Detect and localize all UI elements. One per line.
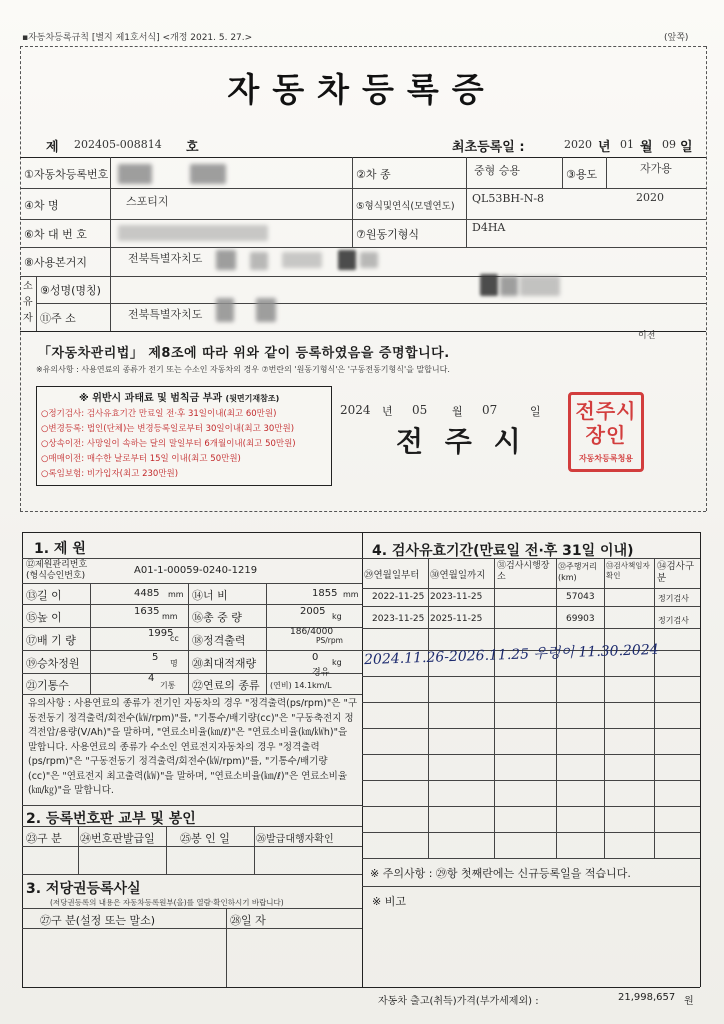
spec-label-power: ⑱정격출력: [192, 634, 246, 647]
first-reg-day-unit: 일: [680, 140, 693, 155]
penalty-item: ○상속이전: 사망일이 속하는 달의 말일부터 6개월이내(최고 50만원): [41, 439, 296, 449]
field-label-vin: ⑥차 대 번 호: [24, 228, 87, 241]
unit: kg: [332, 612, 342, 621]
owner-vertical-label: 소유자: [23, 281, 33, 324]
field-label-reg-number: ①자동차등록번호: [24, 168, 109, 181]
top-divider: [20, 46, 706, 47]
lien-col-date: ㉘일 자: [230, 914, 266, 927]
handwritten-inspection-entry: 2024.11.26-2026.11.25 우렁이 11.30.2024: [363, 641, 659, 669]
vehicle-name-value: 스포티지: [126, 195, 169, 208]
insp-col-to: ㉚연월일까지: [430, 570, 486, 581]
reg-no-value: 202405-008814: [74, 138, 162, 151]
owner-address-extra: 이전: [638, 331, 656, 341]
unit: mm: [168, 590, 184, 599]
first-reg-month: 01: [620, 138, 634, 151]
unit: cc: [170, 634, 179, 643]
document-title: 자동차등록증: [227, 70, 497, 109]
spec-seats-value: 5: [152, 652, 159, 663]
unit: mm: [343, 590, 359, 599]
insp-col-from: ㉙연월일부터: [364, 570, 420, 581]
issue-day: 07: [482, 403, 498, 417]
model-year-value: 2020: [636, 191, 664, 204]
penalty-title-row: [79, 389, 279, 404]
spec-label-cylinders: ㉑기통수: [26, 679, 69, 692]
first-reg-year-unit: 년: [598, 140, 611, 155]
first-reg-day: 09: [662, 138, 676, 151]
penalty-box: [36, 386, 332, 486]
insp-row2-mileage: 69903: [566, 614, 595, 624]
spec-label-max-load: ⑳최대적재량: [192, 657, 257, 670]
spec-label-displacement: ⑰배 기 량: [26, 634, 76, 647]
penalty-title-sub: (뒷면기재참조): [225, 394, 280, 403]
spec-power-value: 186/4000: [290, 627, 334, 637]
spec-label-seats: ⑲승차정원: [26, 657, 80, 670]
spec-label-mgmt-no: ⑫제원관리번호 (형식승인번호): [26, 560, 88, 581]
spec-cylinders-value: 4: [148, 673, 155, 684]
plate-col-agent: ㉖발급대행자확인: [256, 834, 334, 845]
first-reg-month-unit: 월: [640, 140, 653, 155]
spec-length-value: 4485: [134, 588, 160, 599]
model-value: QL53BH-N-8: [472, 192, 545, 205]
spec-section-title: 1. 제 원: [34, 541, 86, 557]
first-reg-year: 2020: [564, 138, 592, 151]
spec-label-weight: ⑯총 중 량: [192, 611, 242, 624]
plate-col-category: ㉓구 분: [26, 832, 62, 845]
first-reg-label: 최초등록일 :: [452, 140, 525, 155]
inspection-section-title: 4. 검사유효기간(만료일 전·후 31일 이내): [372, 543, 634, 559]
certification-text: 「자동차관리법」 제8조에 따라 위와 같이 등록하였음을 증명합니다.: [38, 346, 450, 361]
insp-col-type: ㉞검사구분: [657, 561, 695, 584]
official-seal: [568, 392, 644, 472]
unit: 기통: [160, 681, 176, 690]
field-label-model: ⑤형식및연식(모델연도): [356, 201, 455, 212]
engine-value: D4HA: [472, 221, 506, 234]
lien-subtitle: (저당권등록의 내용은 자동차등록원부(을)를 열람·확인하시기 바랍니다): [50, 898, 284, 907]
field-label-usage: ③용도: [566, 168, 598, 181]
insp-row2-from: 2023-11-25: [372, 614, 425, 624]
page-side-label: (앞쪽): [664, 33, 689, 43]
issue-month-unit: 월: [452, 405, 463, 418]
spec-notes: 유의사항 : 사용연료의 종류가 전기인 자동차의 경우 "정격출력(ps/rpm)"은 "구동전동기 정격출력/회전수(㎾/rpm)"를, "기통수/배기량(cc)"은 "구동축전지 정격전압/용량(V/Ah)"을 말하며, "연료소비율(㎞/ℓ)"은 "연료소비율(㎞/㎾h)"을 말합니다. 사용연료의 종류가 수소인 연료전지자동차의 경우 "정격출력(ps/rpm)"은 "구동전동기 정격출력/회전수(㎾/rpm)"를, "기통수/배기량(cc)"은 "연료전지 최고출력(㎾)"을 말하며, "연료소비율(㎞/ℓ)"은 연료소비율(㎞/㎏)"을 말합니다.: [28, 698, 358, 796]
penalty-item: ○록임보험: 비가입자(최고 230만원): [41, 469, 179, 479]
spec-weight-value: 2005: [300, 606, 326, 617]
form-reference: ▪자동차등록규칙 [별지 제1호서식] <개정 2021. 5. 27.>: [22, 33, 253, 43]
field-label-owner-name: ⑨성명(명칭): [40, 284, 101, 297]
redacted-reg-number-2: [190, 164, 226, 184]
field-label-vehicle-name: ④차 명: [24, 199, 59, 212]
plate-section-title: 2. 등록번호판 교부 및 봉인: [26, 811, 196, 827]
redacted-vin: [118, 225, 268, 241]
insp-row2-type: 정기검사: [658, 616, 689, 625]
plate-col-issue-date: ㉔번호판발급일: [80, 832, 155, 845]
unit: 명: [170, 659, 178, 668]
spec-label-fuel: ㉒연료의 종류: [192, 679, 260, 692]
owner-address-value: 전북특별자치도: [128, 308, 203, 321]
insp-row2-to: 2025-11-25: [430, 614, 483, 624]
base-address-value: 전북특별자치도: [128, 252, 203, 265]
reg-no-prefix: 제: [46, 140, 59, 155]
spec-max-load-value: 0: [312, 652, 319, 663]
field-label-owner-address: ⑪주 소: [40, 312, 76, 325]
spec-width-value: 1855: [312, 588, 338, 599]
seal-subtext: 자동차등록청용: [578, 454, 634, 463]
insp-col-place: ㉛검사시행장소: [497, 561, 550, 582]
issue-day-unit: 일: [530, 405, 541, 418]
spec-label-height: ⑮높 이: [26, 611, 62, 624]
issuing-authority: 전 주 시: [396, 425, 527, 458]
unit: PS/rpm: [316, 636, 343, 645]
spec-height-value: 1635: [134, 606, 160, 617]
price-label: 자동차 출고(취득)가격(부가세제외) :: [378, 996, 539, 1007]
spec-fuel-efficiency: (연비) 14.1km/L: [270, 681, 332, 690]
plate-col-seal-date: ㉕봉 인 일: [180, 832, 230, 845]
issue-year: 2024: [340, 403, 371, 417]
insp-row1-type: 정기검사: [658, 594, 689, 603]
spec-fuel-value: 경유: [312, 668, 330, 678]
unit: mm: [162, 612, 178, 621]
insp-row1-to: 2023-11-25: [430, 592, 483, 602]
redacted-reg-number: [118, 164, 152, 184]
fold-line: [20, 511, 706, 512]
spec-label-length: ⑬길 이: [26, 589, 62, 602]
vehicle-type-value: 중형 승용: [474, 164, 521, 177]
spec-displacement-value: 1995: [148, 628, 174, 639]
inspection-remark: ※ 비고: [372, 895, 406, 908]
lien-section-title: 3. 저당권등록사실: [26, 881, 141, 897]
insp-col-inspector: ㉝검사책임자확인: [606, 561, 650, 580]
certification-note: ※유의사항 : 사용연료의 종류가 전기 또는 수소인 자동차의 경우 ⑦번란의 '원동기형식'은 '구동전동기형식'을 말합니다.: [36, 365, 450, 374]
seal-text: 전주시장인: [575, 399, 637, 447]
price-unit: 원: [684, 996, 694, 1007]
issue-month: 05: [412, 403, 428, 417]
insp-row1-from: 2022-11-25: [372, 592, 425, 602]
spec-mgmt-no-value: A01-1-00059-0240-1219: [134, 565, 258, 576]
right-border: [706, 46, 707, 511]
penalty-item: ○정기검사: 검사유효기간 만료일 전·후 31일이내(최고 60만원): [41, 409, 277, 419]
field-label-vehicle-type: ②차 종: [356, 168, 391, 181]
insp-col-mileage: ㉜주행거리(km): [558, 562, 597, 582]
inspection-note: ※ 주의사항 : ㉙항 첫째란에는 신규등록일을 적습니다.: [370, 867, 631, 880]
penalty-title: ※ 위반시 과태료 및 범칙금 부과: [79, 393, 223, 404]
left-border: [20, 46, 21, 511]
spec-label-width: ⑭너 비: [192, 589, 228, 602]
price-value: 21,998,657: [618, 992, 676, 1003]
usage-value: 자가용: [640, 162, 672, 175]
penalty-item: ○매매이전: 매수한 날로부터 15일 이내(최고 50만원): [41, 454, 241, 464]
issue-year-unit: 년: [382, 405, 393, 418]
penalty-item: ○변경등록: 법인(단체)는 변경등록일로부터 30일이내(최고 30만원): [41, 424, 295, 434]
field-label-engine: ⑦원동기형식: [356, 228, 419, 241]
lien-col-category: ㉗구 분(설정 또는 말소): [40, 914, 156, 927]
unit: kg: [332, 658, 342, 667]
reg-no-suffix: 호: [186, 140, 199, 155]
field-label-base-address: ⑧사용본거지: [24, 256, 87, 269]
insp-row1-mileage: 57043: [566, 592, 595, 602]
